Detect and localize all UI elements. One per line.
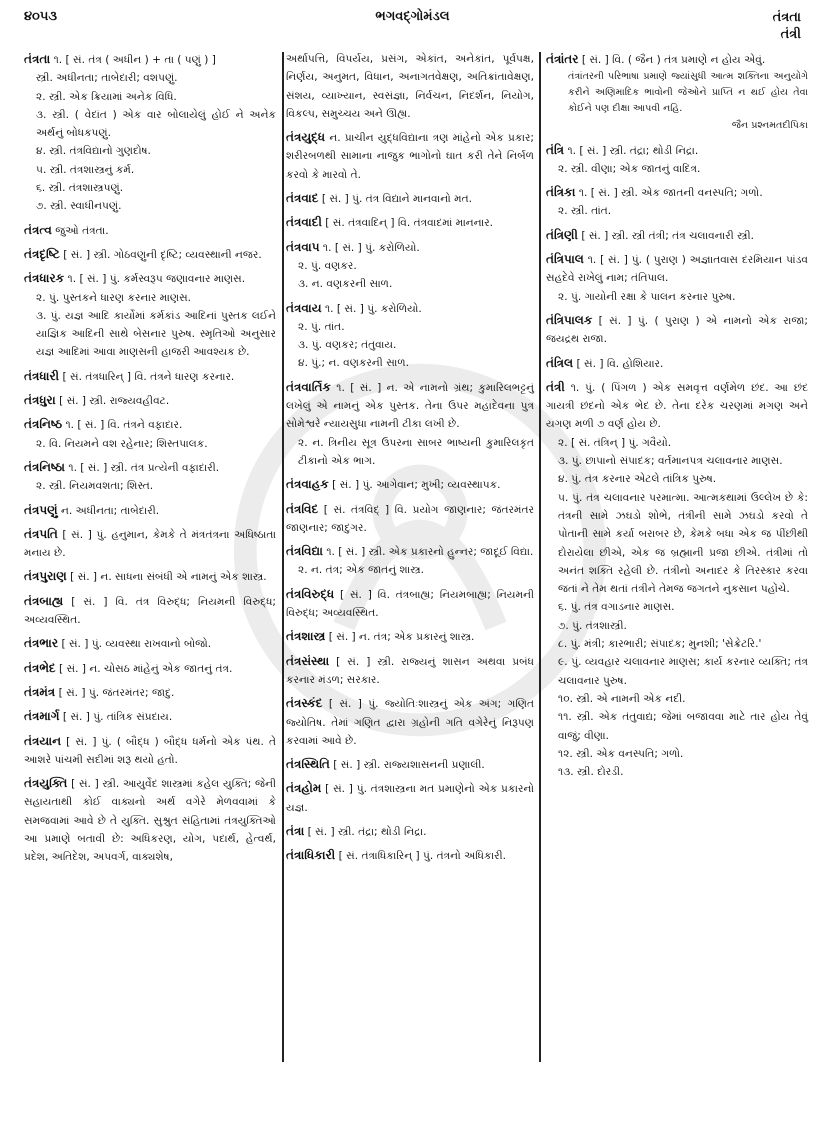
definition-text: ૨. સ્ત્રી. તાંત. xyxy=(558,205,612,218)
definition-text: [ સં. ] સ્ત્રી. તંદ્રા; થોડી નિદ્રા. xyxy=(307,825,427,838)
dictionary-entry xyxy=(286,779,534,817)
headword: તંત્રા xyxy=(286,823,305,838)
headword: તંત્રતા xyxy=(24,52,51,66)
definition-text: [ સં. ] વિ. ( જૈન ) તંત્ર પ્રમાણે ન હોય એવું. xyxy=(581,54,766,66)
definition-text: ૫. સ્ત્રી. તંત્રશાસ્ત્રનું કર્મ. xyxy=(36,163,135,176)
definition-text: ૨. [ સં. તંત્રિન્ ] પું. ગવૈયો. xyxy=(558,436,672,449)
dictionary-entry xyxy=(286,299,534,373)
definition-text: ૮. પું. મંત્રી; કારભારી; સંપાદક; મુનશી; 'સેક્રેટરિ.' xyxy=(558,638,762,651)
definition-text: ૧. [ સં. ] પું. કરોળિયો. xyxy=(324,302,422,315)
dictionary-entry xyxy=(546,226,808,245)
column-1 xyxy=(24,50,276,1090)
dictionary-entry xyxy=(24,269,276,361)
definition-text: [ સં. ] પું. તંત્રશાસ્ત્રના મત પ્રમાણેનો એક પ્રકારનો યજ્ઞ. xyxy=(286,783,534,814)
dictionary-entry xyxy=(24,683,276,702)
definition-text: [ સં. ] સ્ત્રી. રાજ્યવહીવટ. xyxy=(59,395,170,408)
dictionary-entry xyxy=(24,634,276,653)
definition-text: અર્થાપત્તિ, વિપર્યય, પ્રસંગ, એકાંત, અનેકાંત, પૂર્વપક્ષ, નિર્ણય, અનુમત, વિધાન, અનાગતવેક્ષણ, અતિક્રાંતાવેક્ષણ, સંશય, વ્યાખ્યાન, સ્વસંજ્ઞા, નિર્વચન, નિદર્શન, નિયોગ, વિકલ્પ, સમુચ્ચય અને ઊહ્ય. xyxy=(286,53,534,120)
definition-text: ૧. [ સં. ] પું. કરોળિયો. xyxy=(322,241,420,254)
dictionary-entry xyxy=(286,627,534,646)
column-2 xyxy=(286,50,534,1090)
headword: તંત્રવિદ્યા xyxy=(286,544,323,559)
headword: તંત્રધુરા xyxy=(24,393,56,408)
dictionary-entry xyxy=(286,128,534,184)
headword: તંત્રિપાલક xyxy=(546,312,593,327)
headword: તંત્રવાપ xyxy=(286,239,320,254)
headword: તંત્રિણી xyxy=(546,227,578,242)
headword: તંત્રવાદી xyxy=(286,215,322,230)
definition-text: ૬. સ્ત્રી. તંત્રશાસ્ત્રપણું. xyxy=(36,182,124,195)
dictionary-entry xyxy=(286,189,534,208)
page-number: ૪૦૫૩ xyxy=(24,9,58,24)
definition-text: [ સં. ] સ્ત્રી. ગોઠવણુની દૃષ્ટિ; વ્યવસ્થાની નજર. xyxy=(63,248,262,261)
definition-text: ૩. પું. વણકર; તંતુવાય. xyxy=(298,339,397,352)
dictionary-entry xyxy=(24,415,276,453)
definition-text: ૧. [ સં. ] સ્ત્રી. તંદ્રા; થોડી નિદ્રા. xyxy=(567,144,699,157)
definition-text: ન. પ્રાચીન યુદ્ધવિદ્યાના ત્રણ માંહેનો એક પ્રકાર; શરીરબળથી સામાના નાજુક ભાગોનો ઘાત કરી તેને નિર્બળ કરવો કે મારવો તે. xyxy=(286,132,534,181)
definition-text: ૧. [ સં. તંત્ર ( અધીન ) + તા ( પણું ) ] xyxy=(53,54,216,66)
definition-text: [ સં. ] વિ. તંત્રબાહ્ય; નિયમબાહ્ય; નિયમની વિરુદ્ધ; અવ્યવસ્થિત. xyxy=(286,588,534,620)
definition-text: ૧૧. સ્ત્રી. એક તંતુવાદ્ય; જેમાં બજાવવા માટે તાર હોય તેવું વાજું; વીણા. xyxy=(558,711,808,742)
headword: તંત્રમાર્ગ xyxy=(24,709,60,724)
dictionary-entry xyxy=(286,846,534,865)
headword: તંત્રધારક xyxy=(24,271,65,286)
definition-text: ૨. વિ. નિયમને વશ રહેનાર; શિસ્તપાલક. xyxy=(36,437,208,450)
dictionary-entry xyxy=(24,245,276,264)
definition-text: ૨. સ્ત્રી. વીણા; એક જાતનું વાદિત્ર. xyxy=(558,162,701,175)
definition-text: [ સં. ] સ્ત્રી. રાજ્યનું શાસન અથવા પ્રબંધ કરનાર મંડળ; સરકાર. xyxy=(286,655,534,686)
headword: તંત્રદૃષ્ટિ xyxy=(24,246,60,261)
definition-text: ૧૨. સ્ત્રી. એક વનસ્પતિ; ગળો. xyxy=(558,747,684,760)
headword: તંત્રાધિકારી xyxy=(286,848,336,863)
dictionary-entry xyxy=(546,311,808,349)
dictionary-entry xyxy=(286,500,534,538)
definition-text: ૪. પું.; ન. વણકરની સાળ. xyxy=(298,357,409,370)
definition-text: [ સં. ] પું. તાંત્રિક સંપ્રદાય. xyxy=(62,711,173,724)
definition-text: ૧. [ સં. ] સ્ત્રી. એક જાતની વનસ્પતિ; ગળો. xyxy=(578,187,763,200)
definition-text: ૧૩. સ્ત્રી. દોરડી. xyxy=(558,766,624,779)
headword: તંત્રબાહ્ય xyxy=(24,593,64,608)
headword: તંત્રપણું xyxy=(24,502,58,517)
definition-text: [ સં. ] પું. તંત્ર વિદ્યાને માનવાનો મત. xyxy=(321,193,472,206)
definition-text: ૨. પું. ગાયોની રક્ષા કે પાલન કરનાર પુરુષ. xyxy=(558,290,736,303)
definition-text: [ સં. ] પું. હનુમાન, કેમકે તે મંત્રતંત્રના અધિષ્ઠાતા મનાય છે. xyxy=(24,528,276,560)
definition-text: ન. અધીનતા; તાબેદારી. xyxy=(60,504,160,517)
definition-text: [ સં. ] સ્ત્રી. આયુર્વેદ શાસ્ત્રમાં કહેલ યુક્તિ; જેની સહાયતાથી કોઈ વાક્યનો અર્થ વગેરે મેળવવામાં કે સમજવામાં આવે છે તે યુક્તિ. સુશ્રુત સંહિતામાં તંત્રયુક્તિઓ આ પ્રમાણે બતાવી છે: અધિકરણ, યોગ, પદાર્થ, હેત્વર્થ, પ્રદેશ, અતિદેશ, અપવર્ગ, વાક્યશેષ, xyxy=(24,778,276,864)
definition-text: ૧. [ સં. ] પું. કર્મસ્વરૂપ જણાવનાર માણસ. xyxy=(67,273,246,286)
dictionary-entry xyxy=(24,567,276,586)
definition-text: [ સં. ] સ્ત્રી. રાજ્યશાસનની પ્રણાલી. xyxy=(333,759,485,772)
running-title: ભગવદ્ગોમંડલ xyxy=(375,9,450,24)
headword: તંત્રવિદ xyxy=(286,501,319,516)
headword: તંત્રપતિ xyxy=(24,526,58,541)
dictionary-entry xyxy=(24,458,276,496)
dictionary-entry xyxy=(286,694,534,750)
headword: તંત્રસ્કંદ xyxy=(286,696,323,711)
headword: તંત્રહોમ xyxy=(286,781,322,796)
citation-quote: તંત્રાંતરની પરિભાષા પ્રમાણે જ્યાંસુધી આત્મ શક્તિના અનુયોગે કરીને અણિમાદિક ભાવોની જેઓને પ્રાપ્તિ ન થઈ હોય તેવા કોઈને પણ દીક્ષા આપવી નહિ. xyxy=(568,71,808,115)
definition-text: [ સં. ] પું. ( બૌદ્ધ ) બૌદ્ધ ધર્મનો એક પંથ. તે આશરે પાંચમી સદીમાં શરૂ થયો હતો. xyxy=(24,735,277,766)
definition-text: ૩. સ્ત્રી. ( વેદાંત ) એક વાર બોલાયેલું હોઈ ને અનેક અર્થનું બોધકપણું. xyxy=(36,108,276,140)
dictionary-entry xyxy=(286,50,534,123)
definition-text: ૧. [ સં. ] વિ. તંત્રને વફાદાર. xyxy=(65,419,183,432)
definition-text: [ સં. ] પું. આગેવાન; મુખી; વ્યવસ્થાપક. xyxy=(332,479,501,492)
dictionary-entry xyxy=(546,141,808,179)
headword: તંત્રવાહક xyxy=(286,477,329,492)
definition-text: [ સં. તંત્રવિદ્ ] વિ. પ્રયોગ જાણનાર; જંતરમંતર જાણનાર; જાદુગર. xyxy=(286,503,534,534)
dictionary-entry xyxy=(286,822,534,841)
definition-text: [ સં. ] સ્ત્રી. સ્ત્રી તંત્રી; તંત્ર ચલાવનારી સ્ત્રી. xyxy=(581,229,754,242)
definition-text: ૨. પું. વણકર. xyxy=(298,259,357,272)
headword: તંત્રભેદ xyxy=(24,660,56,675)
headword: તંત્રયાન xyxy=(24,733,62,748)
definition-text: [ સં. તંત્રધારિન્ ] વિ. તંત્રને ધારણ કરનાર. xyxy=(62,370,235,383)
dictionary-entry xyxy=(24,367,276,386)
definition-text: ૨. સ્ત્રી. એક ક્રિયામાં અનેક વિધિ. xyxy=(36,90,177,103)
definition-text: [ સં. ] ન. સાધના સંબંધી એ નામનું એક શાસ્ત્ર. xyxy=(70,571,267,584)
definition-text: [ સં. તંત્રાધિકારિન્ ] પું. તંત્રનો અધિકારી. xyxy=(338,850,506,863)
definition-text: ૨. પું. પુસ્તકને ધારણ કરનાર માણસ. xyxy=(36,291,192,304)
column-3 xyxy=(546,50,808,1090)
definition-text: ૬. પું. તંત્ર વગાડનાર માણસ. xyxy=(558,601,675,614)
definition-text: ૪. સ્ત્રી. તંત્રવિદ્યાનો ગુણદોષ. xyxy=(36,145,151,158)
dictionary-entry xyxy=(546,50,808,136)
dictionary-entry xyxy=(24,50,276,216)
dictionary-entry xyxy=(286,378,534,470)
headword: તંત્રવિરુદ્ધ xyxy=(286,586,335,601)
headword: તંત્રસંસ્થા xyxy=(286,653,330,668)
definition-text: [ સં. ] ન. તંત્ર; એક પ્રકારનું શાસ્ત્ર. xyxy=(328,631,475,644)
definition-text: [ સં. ] પું. વ્યવસ્થા રાખવાનો બોજો. xyxy=(61,638,212,651)
definition-text: ૩. પું. છાપાનો સંપાદક; વર્તમાનપત્ર ચલાવનાર માણસ. xyxy=(558,455,783,468)
headword: તંત્રનિષ્ઠા xyxy=(24,459,65,474)
dictionary-entry xyxy=(24,659,276,678)
definition-text: ૨. પું. તાંત. xyxy=(298,320,345,333)
dictionary-entry xyxy=(546,354,808,373)
definition-text: [ સં. ] ન. ચોસઠ માંહેનું એક જાતનું તંત્ર. xyxy=(59,662,233,675)
dictionary-entry xyxy=(286,652,534,690)
dictionary-entry xyxy=(24,774,276,866)
dictionary-entry xyxy=(24,732,276,770)
definition-text: જુઓ તંત્રતા. xyxy=(55,224,109,237)
dictionary-entry xyxy=(24,592,276,630)
dictionary-entry xyxy=(286,238,534,294)
dictionary-entry xyxy=(24,525,276,563)
headword: તંત્રનિષ્ઠ xyxy=(24,417,63,432)
definition-text: ૨. સ્ત્રી. નિયમવશતા; શિસ્ત. xyxy=(36,480,154,493)
dictionary-entry xyxy=(24,221,276,240)
definition-text: [ સં. ] વિ. હોશિયાર. xyxy=(576,357,664,370)
headword: તંત્રભાર xyxy=(24,636,59,651)
headword: તંત્રયુદ્ધ xyxy=(286,130,326,145)
definition-text: ૪. પું. તંત્ર કરનાર એટલે તાંત્રિક પુરુષ. xyxy=(558,473,717,486)
headword: તંત્રત્વ xyxy=(24,222,52,237)
definition-text: ૨. ન. તંત્ર; એક જાતનું શાસ્ત્ર. xyxy=(298,564,425,577)
dictionary-entry xyxy=(546,250,808,306)
dictionary-entry xyxy=(286,542,534,580)
citation-source: જૈન પ્રશ્નમતદીપિકા xyxy=(731,120,808,132)
headword: તંત્રિપાલ xyxy=(546,252,584,267)
dictionary-entry xyxy=(286,213,534,232)
dictionary-entry xyxy=(546,378,808,782)
definition-text: ૧. [ સં. ] સ્ત્રી. તંત્ર પ્રત્યેની વફાદારી. xyxy=(68,461,220,474)
definition-text: ૧. પું. ( પિંગળ ) એક સમવૃત્ત વર્ણમેળ છંદ. આ છંદ ગાયત્રી છંદનો એક ભેદ છે. તેના દરેક ચરણમાં મગણ અને યગણ મળી ૭ વર્ણ હોય છે. xyxy=(546,381,809,431)
guide-words xyxy=(773,9,801,43)
definition-text: ૯. પું. વ્યવહાર ચલાવનાર માણસ; કાર્ય કરનાર વ્યક્તિ; તંત્ર ચલાવનાર પુરુષ. xyxy=(558,656,808,687)
definition-text: સ્ત્રી. અધીનતા; તાબેદારી; વશપણું. xyxy=(36,72,178,85)
page-header xyxy=(0,5,825,45)
headword: તંત્રશાસ્ત્ર xyxy=(286,629,326,644)
headword: તંત્રધારી xyxy=(24,368,60,383)
dictionary-columns xyxy=(24,50,814,1090)
definition-text: [ સં. ] પું. ( પુરાણ ) એ નામનો એક રાજા; જયદ્રથ રાજા. xyxy=(546,314,808,346)
definition-text: ૧૦. સ્ત્રી. એ નામની એક નદી. xyxy=(558,692,686,705)
headword: તંત્રયુક્તિ xyxy=(24,776,68,791)
dictionary-entry xyxy=(286,755,534,774)
definition-text: ૧. [ સં. ] સ્ત્રી. એક પ્રકારનો હુન્નર; જાદૂઈ વિદ્યા. xyxy=(326,546,534,559)
dictionary-entry xyxy=(24,501,276,520)
definition-text: ૫. પું. તંત્ર ચલાવનાર પરમાત્મા. આત્મકથામાં ઉલ્લેખ છે કે: તંત્રની સામે ઝઘડો શોભે, તંત્રીની સામે ઝઘડો કરવો તે પોતાની સામે કર્યા બરાબર છે, કેમકે બધા એક જ પીંછીથી દોરાયેલા છીએ, એક જ બ્રહ્માની પ્રજા છીએ. તંત્રીમાં તો અનંત શક્તિ રહેલી છે. તંત્રીનો અનાદર કે તિરસ્કાર કરવા જતાં ને તેમ થતાં તંત્રીને તેમજ જગતને નુકસાન પહોંચે. xyxy=(558,491,808,596)
definition-text: [ સં. ] પું. જંતરમંતર; જાદુ. xyxy=(58,686,175,699)
headword: તંત્રપુરાણ xyxy=(24,569,67,584)
headword: તંત્રિ xyxy=(546,142,565,157)
guide-word-first: તંત્રતા xyxy=(772,10,801,25)
definition-text: [ સં. તંત્રવાદિન્ ] વિ. તંત્રવાદમાં માનનાર. xyxy=(325,217,494,230)
definition-text: ૩. ન. વણકરની સાળ. xyxy=(298,278,393,291)
definition-text: ૧. [ સં. ] ન. એ નામનો ગ્રંથ; કુમારિલભટ્ટનું લખેલું એ નામનું એક પુસ્તક. તેના ઉપર મહાદેવના પુત્ર સોમેશ્વરે ન્યાયસુધા નામની ટીકા લખી છે. xyxy=(286,381,534,431)
definition-text: [ સં. ] વિ. તંત્ર વિરુદ્ધ; નિયમની વિરુદ્ધ; અવ્યવસ્થિત. xyxy=(24,595,276,627)
definition-text: ૩. પું. યજ્ઞ આદિ કાર્યોમાં કર્મકાંડ આદિનાં પુસ્તક લઈને યાજ્ઞિક આદિની સાથે બેસનાર પુરુષ. સ્મૃતિઓ અનુસાર યજ્ઞ આદિમાં આવા માણસની હાજરી આવશ્યક છે. xyxy=(36,309,276,359)
headword: તંત્રિલ xyxy=(546,355,574,370)
headword: તંત્રી xyxy=(546,379,565,394)
dictionary-entry xyxy=(24,707,276,726)
headword: તંત્રાંતર xyxy=(546,52,579,66)
definition-text: ૭. પું. તંત્રશાસ્ત્રી. xyxy=(558,619,627,632)
headword: તંત્રવાય xyxy=(286,300,322,315)
definition-text: [ સં. ] પું. જ્યોતિઃશાસ્ત્રનું એક અંગ; ગણિત જ્યોતિષ. તેમાં ગણિત દ્વારા ગ્રહોની ગતિ વગેરેનું નિરૂપણ કરવામાં આવે છે. xyxy=(286,698,534,747)
headword: તંત્રમંત્ર xyxy=(24,684,56,699)
dictionary-entry xyxy=(286,585,534,623)
dictionary-entry xyxy=(546,183,808,221)
headword: તંત્રવાર્તિક xyxy=(286,379,331,394)
guide-word-last: તંત્રી xyxy=(780,27,801,42)
dictionary-entry xyxy=(24,391,276,410)
headword: તંત્રસ્થિતિ xyxy=(286,757,330,772)
headword: તંત્રવાદ xyxy=(286,191,319,206)
definition-text: ૭. સ્ત્રી. સ્વાધીનપણું. xyxy=(36,200,122,213)
definition-text: ૧. [ સં. ] પું. ( પુરાણ ) અજ્ઞાતવાસ દરમિયાન પાંડવ સહદેવે રાખેલું નામ; તંતિપાલ. xyxy=(546,254,808,285)
headword: તંત્રિકા xyxy=(546,185,576,200)
dictionary-entry xyxy=(286,475,534,494)
definition-text: ૨. ન. ત્રિનીય સૂત્ર ઉપરના સાબર ભાષ્યની કુમારિલકૃત ટીકાનો એક ભાગ. xyxy=(298,436,534,467)
